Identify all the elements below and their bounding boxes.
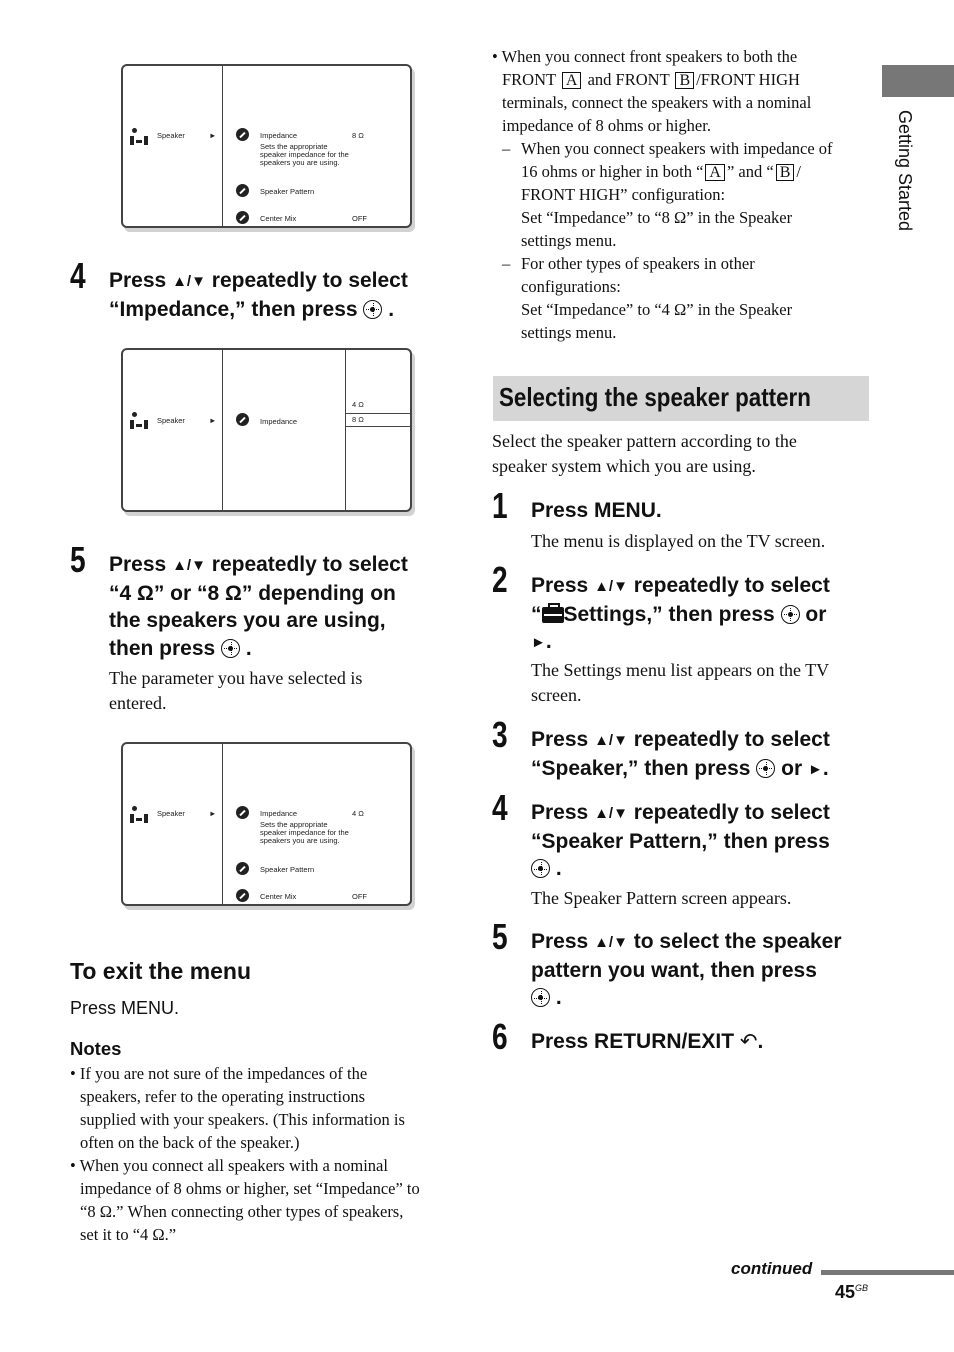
option-value: 4 Ω: [352, 809, 364, 818]
enter-button-icon: [531, 988, 550, 1007]
exit-text: Press MENU.: [70, 998, 180, 1018]
wrench-icon: [236, 862, 249, 875]
left-menu-label: Speaker: [157, 416, 185, 425]
step-1-instruction: Press MENU.: [531, 499, 662, 522]
enter-button-icon: [363, 300, 382, 319]
option-value: OFF: [352, 214, 367, 223]
option-choice-selected: 8 Ω: [352, 415, 364, 424]
option-label: Impedance: [260, 417, 298, 426]
toolbox-icon: [542, 607, 564, 623]
up-down-arrows-icon: ▲/▼: [594, 732, 628, 749]
menu-screen-2: [121, 348, 412, 512]
option-label: Center Mix: [260, 892, 297, 901]
arrow-right-icon: ►: [209, 131, 217, 140]
left-menu-label: Speaker: [157, 809, 185, 818]
up-down-arrows-icon: ▲/▼: [172, 557, 206, 574]
step-number: 3: [492, 714, 508, 755]
section-intro: Select the speaker pattern according to the speaker system which you are using.: [492, 431, 797, 476]
step-4-instruction: Press ▲/▼ repeatedly to select “Impedance,” then press .: [109, 269, 408, 321]
step-number: 5: [492, 916, 508, 957]
option-label: Impedance: [260, 809, 298, 818]
arrow-right-icon: ►: [209, 416, 217, 425]
step-2-instruction: Press ▲/▼ repeatedly to select “ Settings,” then press or ►.: [531, 574, 830, 653]
notes-heading: Notes: [70, 1038, 122, 1059]
option-desc: speakers you are using.: [260, 836, 340, 845]
option-label: Speaker Pattern: [260, 865, 315, 874]
step-4-description: The Speaker Pattern screen appears.: [531, 888, 792, 908]
section-heading: Selecting the speaker pattern: [499, 382, 811, 412]
left-menu-label: Speaker: [157, 131, 185, 140]
enter-button-icon: [221, 639, 240, 658]
option-label: Center Mix: [260, 214, 297, 223]
wrench-icon: [236, 128, 249, 141]
option-label: Impedance: [260, 131, 298, 140]
step-5-pattern-instruction: Press ▲/▼ to select the speaker pattern you want, then press .: [531, 930, 842, 1009]
step-3-instruction: Press ▲/▼ repeatedly to select “Speaker,” then press or ►.: [531, 728, 830, 780]
option-desc: Sets the appropriate: [260, 820, 328, 829]
step-number: 2: [492, 559, 508, 600]
up-down-arrows-icon: ▲/▼: [172, 273, 206, 290]
option-desc: Sets the appropriate: [260, 142, 328, 151]
wrench-icon: [236, 806, 249, 819]
menu-screen-1: [121, 64, 412, 228]
step-number: 4: [492, 787, 508, 828]
speaker-icon: [130, 128, 150, 146]
option-desc: speaker impedance for the: [260, 150, 349, 159]
step-2-description: The Settings menu list appears on the TV screen.: [531, 660, 830, 705]
continued-rule: [821, 1270, 954, 1275]
speaker-icon: [130, 412, 150, 430]
option-value: 8 Ω: [352, 131, 364, 140]
up-down-arrows-icon: ▲/▼: [594, 934, 628, 951]
menu-screen-3: [121, 742, 412, 906]
impedance-bullets: • When you connect front speakers to both the FRONT A and FRONT B /FRONT HIGH terminals, connect the speakers with a nominal impedance of 8 ohms or higher. – When you connect speakers with impedance of 16 ohms or higher in both “ A ” and “ B / FRONT HIGH” configuration: Set “Impedance” to “8 Ω” in the Speaker settings menu. – For other types of speakers in other configurations: Set “Impedance” to “4 Ω” in the Speaker settings menu.: [492, 47, 833, 342]
step-5-description: The parameter you have selected is entered.: [109, 668, 363, 713]
up-down-arrows-icon: ▲/▼: [594, 805, 628, 822]
step-number: 4: [70, 255, 86, 296]
enter-button-icon: [531, 859, 550, 878]
step-number: 6: [492, 1016, 508, 1057]
wrench-icon: [236, 184, 249, 197]
enter-button-icon: [756, 759, 775, 778]
option-desc: speaker impedance for the: [260, 828, 349, 837]
page-number: $45^{GB}$: [835, 1282, 869, 1302]
notes-list: • If you are not sure of the impedances of the speakers, refer to the operating instructions supplied with your speakers. (This information is often on the back of the speaker.) • When you connect all speakers with a nominal impedance of 8 ohms or higher, set “Impedance” to “8 Ω.” When connecting other types of speakers, set it to “4 Ω.”: [70, 1064, 420, 1244]
exit-heading: To exit the menu: [70, 958, 252, 984]
option-label: Speaker Pattern: [260, 187, 315, 196]
speaker-icon: [130, 806, 150, 824]
up-down-arrows-icon: ▲/▼: [594, 578, 628, 595]
right-arrow-icon: ►: [531, 634, 546, 651]
step-number: 5: [70, 539, 86, 580]
step-5-instruction: Press ▲/▼ repeatedly to select “4 Ω” or “8 Ω” depending on the speakers you are using, then press .: [109, 553, 408, 660]
wrench-icon: [236, 211, 249, 224]
option-choice: 4 Ω: [352, 400, 364, 409]
arrow-right-icon: ►: [209, 809, 217, 818]
wrench-icon: [236, 889, 249, 902]
enter-button-icon: [781, 605, 800, 624]
step-4-pattern-instruction: Press ▲/▼ repeatedly to select “Speaker Pattern,” then press .: [531, 801, 830, 880]
right-arrow-icon: ►: [807, 760, 823, 778]
option-value: OFF: [352, 892, 367, 901]
step-6-instruction: Press RETURN/EXIT ↶.: [531, 1030, 764, 1053]
step-1-description: The menu is displayed on the TV screen.: [531, 531, 826, 551]
section-tab-block: [882, 65, 954, 97]
step-number: 1: [492, 485, 508, 526]
option-desc: speakers you are using.: [260, 158, 340, 167]
return-icon: ↶: [739, 1030, 758, 1053]
wrench-icon: [236, 413, 249, 426]
section-label: Getting Started: [895, 110, 915, 232]
continued-label: continued: [731, 1259, 813, 1278]
